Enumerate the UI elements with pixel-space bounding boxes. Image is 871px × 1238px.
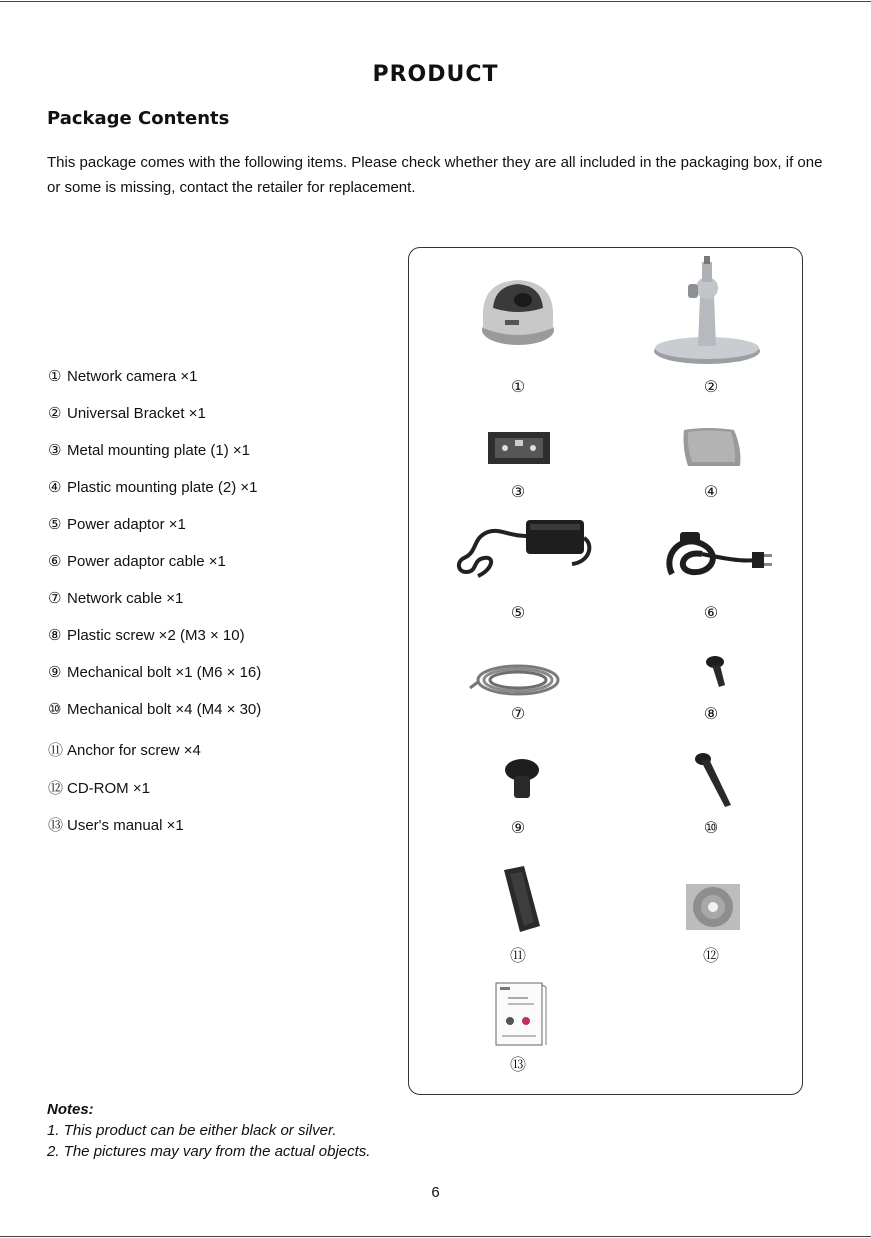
photo-label: ② [703, 379, 719, 396]
list-item: ⑦ Network cable ×1 [48, 590, 184, 607]
users-manual-photo [492, 981, 548, 1047]
bottom-rule [0, 1236, 871, 1237]
list-item: ⑫ CD-ROM ×1 [48, 780, 150, 797]
photo-label: ⑪ [509, 948, 526, 965]
metal-plate-photo [485, 428, 553, 468]
note-line: 2. The pictures may vary from the actual objects. [47, 1143, 371, 1160]
list-item: ⑤ Power adaptor ×1 [48, 516, 186, 533]
list-item: ④ Plastic mounting plate (2) ×1 [48, 479, 258, 496]
photo-label: ⑧ [703, 706, 719, 723]
notes [47, 1099, 370, 1162]
photo-label: ⑦ [510, 706, 526, 723]
mechanical-bolt-m4-photo [693, 751, 737, 809]
page-title: PRODUCT [372, 62, 499, 87]
photo-label: ⑩ [703, 820, 719, 837]
page-number: 6 [431, 1184, 440, 1201]
universal-bracket-photo [650, 256, 765, 366]
list-item: ⑧ Plastic screw ×2 (M3 × 10) [48, 627, 245, 644]
list-item: ⑬ User's manual ×1 [48, 817, 184, 834]
intro-paragraph: This package comes with the following items. Please check whether they are all included in the packaging box, if one or some is missing, contact the retailer for replacement. [47, 154, 823, 196]
list-item: ⑪ Anchor for screw ×4 [48, 742, 201, 759]
list-item: ② Universal Bracket ×1 [48, 405, 206, 422]
list-item: ⑥ Power adaptor cable ×1 [48, 553, 226, 570]
notes-heading: Notes: [47, 1101, 94, 1118]
photo-label: ③ [510, 484, 526, 501]
note-line: 1. This product can be either black or silver. [47, 1122, 337, 1139]
photo-label: ① [510, 379, 526, 396]
list-item: ⑨ Mechanical bolt ×1 (M6 × 16) [48, 664, 262, 681]
photo-label: ⑤ [510, 605, 526, 622]
photo-label: ⑫ [702, 948, 719, 965]
top-rule [0, 1, 871, 2]
mechanical-bolt-m6-photo [500, 756, 544, 800]
photo-label: ⑥ [703, 605, 719, 622]
network-cable-photo [468, 658, 564, 702]
list-item: ⑩ Mechanical bolt ×4 (M4 × 30) [48, 701, 262, 718]
cd-rom-photo [686, 884, 740, 930]
plastic-plate-photo [678, 424, 746, 470]
power-cable-photo [652, 514, 774, 592]
list-item: ① Network camera ×1 [48, 368, 198, 385]
section-title: Package Contents [47, 108, 230, 129]
screw-anchor-photo [496, 864, 548, 936]
photo-label: ⑬ [509, 1057, 526, 1074]
photo-label: ⑨ [510, 820, 526, 837]
plastic-screw-photo [703, 653, 733, 689]
network-camera-photo [477, 272, 559, 352]
list-item: ③ Metal mounting plate (1) ×1 [48, 442, 251, 459]
power-adaptor-photo [448, 500, 596, 592]
photo-label: ④ [703, 484, 719, 501]
